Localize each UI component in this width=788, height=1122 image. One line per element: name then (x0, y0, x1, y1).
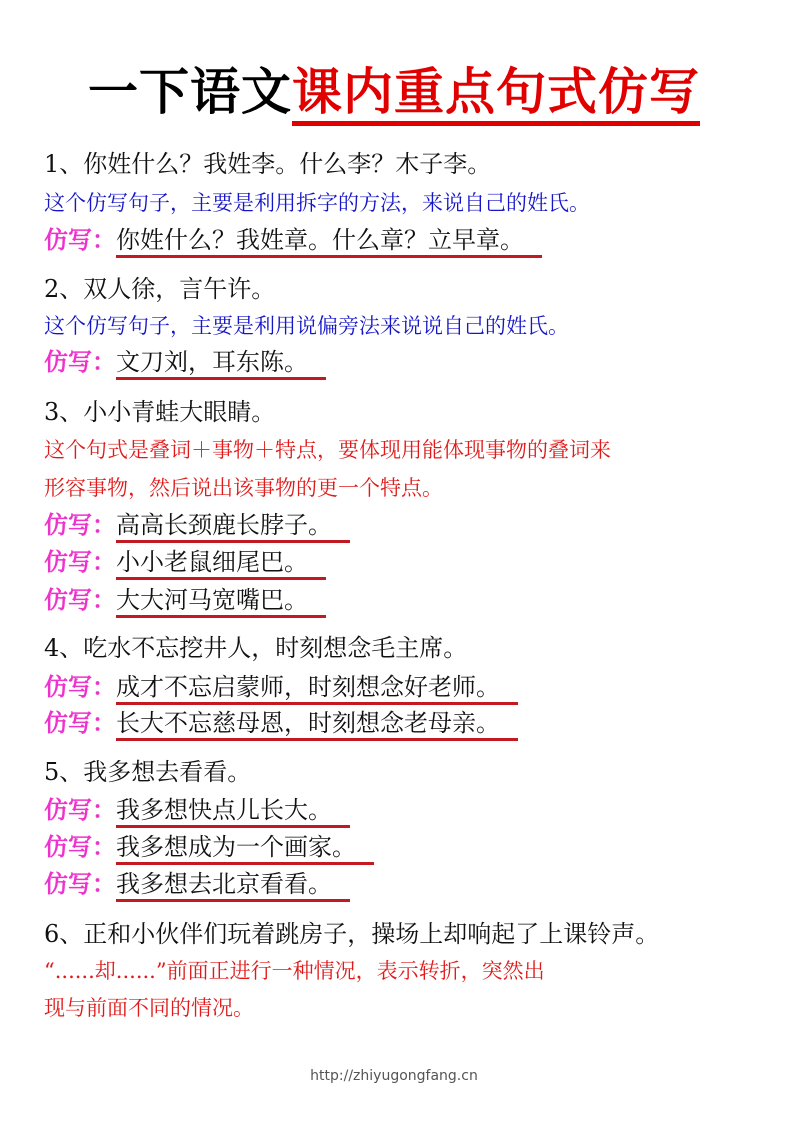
copy-line-1-1 (44, 223, 542, 258)
copy-label: 仿写： (44, 347, 116, 376)
question-5: 5、我多想去看看。 (44, 758, 252, 786)
note-3-line-1: 这个句式是叠词＋事物＋特点，要体现用能体现事物的叠词来 (44, 438, 611, 462)
copy-answer: 我多想成为一个画家。 (116, 832, 374, 865)
page-title (0, 60, 788, 124)
question-2: 2、双人徐，言午许。 (44, 275, 276, 303)
note-3-line-2: 形容事物，然后说出该事物的更一个特点。 (44, 476, 443, 500)
copy-answer: 长大不忘慈母恩，时刻想念老母亲。 (116, 708, 518, 741)
copy-line-4-2 (44, 706, 518, 741)
title-part-red: 课内重点句式仿写 (292, 63, 700, 126)
copy-line-5-3 (44, 867, 350, 902)
copy-answer: 小小老鼠细尾巴。 (116, 547, 326, 580)
copy-label: 仿写： (44, 795, 116, 824)
copy-label: 仿写： (44, 832, 116, 861)
title-part-black: 一下语文 (88, 63, 292, 121)
copy-label: 仿写： (44, 585, 116, 614)
copy-label: 仿写： (44, 708, 116, 737)
question-1: 1、你姓什么？我姓李。什么李？木子李。 (44, 150, 492, 178)
copy-line-2-1 (44, 345, 326, 380)
question-6: 6、正和小伙伴们玩着跳房子，操场上却响起了上课铃声。 (44, 920, 660, 948)
copy-answer: 高高长颈鹿长脖子。 (116, 510, 350, 543)
footer-url: http://zhiyugongfang.cn (310, 1068, 478, 1084)
copy-answer: 你姓什么？我姓章。什么章？立早章。 (116, 225, 542, 258)
copy-line-3-3 (44, 583, 326, 618)
note-6-line-1: “......却......”前面正进行一种情况，表示转折，突然出 (44, 959, 545, 983)
copy-label: 仿写： (44, 869, 116, 898)
copy-label: 仿写： (44, 672, 116, 701)
copy-line-5-2 (44, 830, 374, 865)
copy-line-5-1 (44, 793, 350, 828)
question-3: 3、小小青蛙大眼睛。 (44, 398, 276, 426)
copy-answer: 大大河马宽嘴巴。 (116, 585, 326, 618)
note-6-line-2: 现与前面不同的情况。 (44, 996, 254, 1020)
copy-label: 仿写： (44, 510, 116, 539)
note-2: 这个仿写句子，主要是利用说偏旁法来说说自己的姓氏。 (44, 314, 569, 338)
copy-line-4-1 (44, 670, 518, 705)
copy-label: 仿写： (44, 225, 116, 254)
question-4: 4、吃水不忘挖井人，时刻想念毛主席。 (44, 634, 468, 662)
copy-answer: 成才不忘启蒙师，时刻想念好老师。 (116, 672, 518, 705)
copy-line-3-1 (44, 508, 350, 543)
copy-line-3-2 (44, 545, 326, 580)
copy-answer: 我多想快点儿长大。 (116, 795, 350, 828)
note-1: 这个仿写句子，主要是利用拆字的方法，来说自己的姓氏。 (44, 191, 590, 215)
copy-label: 仿写： (44, 547, 116, 576)
copy-answer: 我多想去北京看看。 (116, 869, 350, 902)
copy-answer: 文刀刘，耳东陈。 (116, 347, 326, 380)
